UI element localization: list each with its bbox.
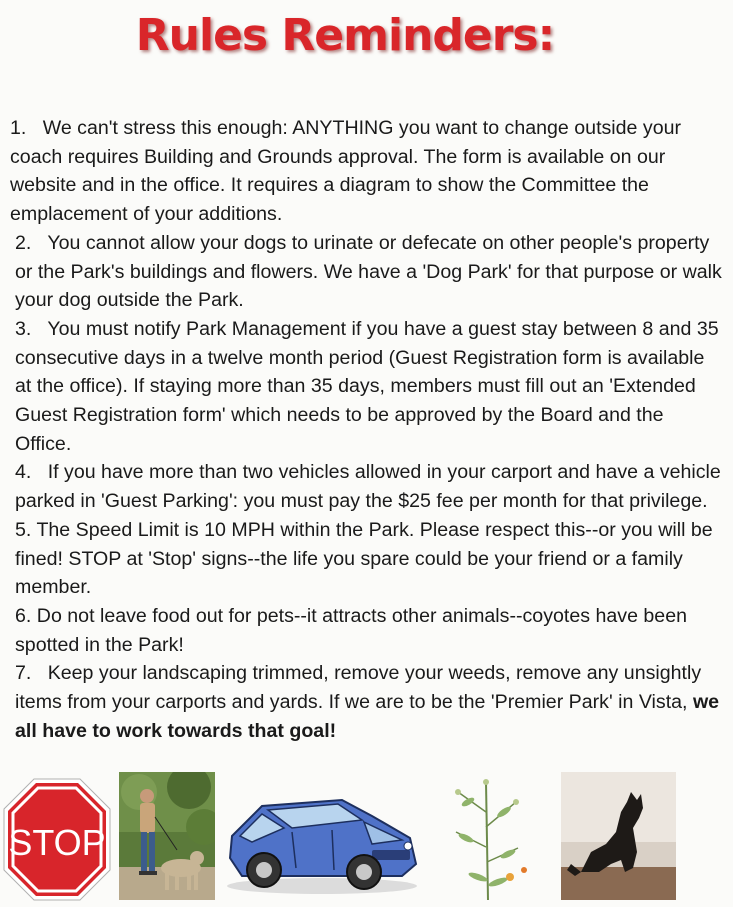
rule-text: Keep your landscaping trimmed, remove your weeds, remove any unsightly items from your carports and yards. If we are to be the 'Premier Park' in Vista,	[15, 662, 702, 714]
rule-item	[9, 229, 724, 315]
rule-text: We can't stress this enough: ANYTHING you want to change outside your coach requires Building and Grounds approval. The form is available on our website and in the office. It requires a diagram to show the Committee the emplacement of your additions.	[10, 117, 682, 226]
rule-number: 2.	[15, 231, 32, 254]
rule-text-bold: we all have to work towards that goal!	[15, 691, 720, 742]
rule-text: If you have more than two vehicles allowed in your carport and have a vehicle parked in 'Guest Parking': you must pay the $25 fee per month for that privilege.	[15, 461, 721, 513]
rule-number: 4.	[15, 461, 32, 484]
illustration-strip	[0, 772, 733, 902]
coyote-image	[561, 772, 676, 900]
rule-number: 5.	[15, 518, 32, 541]
rule-item	[9, 114, 724, 229]
dog-walker-photo	[119, 772, 215, 900]
rule-item	[9, 516, 724, 602]
weed-plant-image	[438, 772, 538, 900]
rule-text: You must notify Park Management if you have a guest stay between 8 and 35 consecutive days in a twelve month period (Guest Registration form is available at the office). If staying more than 35 days, members must fill out an 'Extended Guest Registration form' which needs to be approved by the Board and the Office.	[15, 317, 719, 455]
rule-number: 3.	[15, 317, 32, 340]
rule-text: You cannot allow your dogs to urinate or defecate on other people's property or the Park's buildings and flowers. We have a 'Dog Park' for that purpose or walk your dog outside the Park.	[15, 231, 722, 312]
rule-number: 1.	[10, 117, 27, 139]
rule-text: The Speed Limit is 10 MPH within the Park. Please respect this--or you will be fined! STOP at 'Stop' signs--the life you spare could be your friend or a family member.	[15, 518, 713, 599]
rule-text: Do not leave food out for pets--it attracts other animals--coyotes have been spotted in the Park!	[15, 604, 687, 656]
rule-number: 6.	[15, 604, 32, 627]
rules-list	[9, 114, 724, 745]
rule-item	[9, 659, 724, 745]
stop-sign-label: STOP	[8, 822, 106, 863]
stop-sign-image	[2, 777, 112, 902]
rule-item	[9, 602, 724, 659]
rule-number: 7.	[15, 662, 32, 685]
rule-item	[9, 315, 724, 459]
car-image	[222, 786, 422, 896]
rule-item	[9, 458, 724, 515]
page-title: Rules Reminders:	[135, 10, 555, 61]
